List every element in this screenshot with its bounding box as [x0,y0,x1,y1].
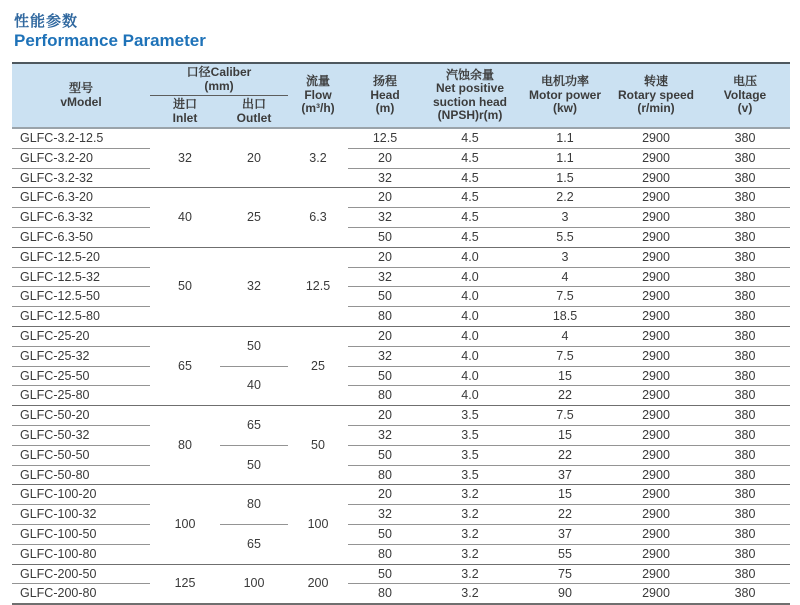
cell-head: 32 [348,505,422,525]
cell-voltage: 380 [700,485,790,505]
cell-power: 37 [518,465,612,485]
cell-npsh: 4.0 [422,326,518,346]
cell-inlet: 80 [150,406,220,485]
col-header-voltage [700,63,790,128]
performance-parameter-table [12,62,790,605]
cell-model: GLFC-100-32 [12,505,150,525]
table-row [12,505,790,525]
cell-model: GLFC-100-50 [12,524,150,544]
col-header-head-zh: 扬程 [372,74,397,89]
col-header-flow-en: Flow [304,87,332,102]
cell-power: 3 [518,208,612,228]
cell-npsh: 3.5 [422,445,518,465]
cell-power: 75 [518,564,612,584]
cell-speed: 2900 [612,445,700,465]
cell-power: 7.5 [518,406,612,426]
col-header-outlet-zh: 出口 [241,97,266,111]
cell-speed: 2900 [612,584,700,604]
cell-speed: 2900 [612,366,700,386]
cell-outlet: 25 [220,188,288,247]
cell-head: 32 [348,208,422,228]
cell-npsh: 4.0 [422,366,518,386]
cell-npsh: 3.2 [422,564,518,584]
col-header-inlet-zh: 进口 [172,97,197,111]
cell-speed: 2900 [612,564,700,584]
cell-voltage: 380 [700,465,790,485]
cell-model: GLFC-50-32 [12,425,150,445]
cell-voltage: 380 [700,188,790,208]
cell-npsh: 3.5 [422,465,518,485]
cell-speed: 2900 [612,267,700,287]
cell-power: 5.5 [518,227,612,247]
col-header-model [12,63,150,128]
col-header-speed-en: Rotary speed [617,87,695,102]
cell-power: 55 [518,544,612,564]
cell-inlet: 32 [150,128,220,188]
cell-outlet: 65 [220,406,288,446]
cell-speed: 2900 [612,307,700,327]
cell-head: 50 [348,287,422,307]
col-header-npsh-en1: Net positive [435,81,504,95]
cell-npsh: 4.0 [422,307,518,327]
table-body [12,128,790,604]
cell-speed: 2900 [612,326,700,346]
cell-npsh: 4.5 [422,168,518,188]
cell-voltage: 380 [700,128,790,148]
cell-speed: 2900 [612,168,700,188]
table-row [12,128,790,148]
cell-voltage: 380 [700,524,790,544]
cell-power: 4 [518,267,612,287]
table-row [12,564,790,584]
cell-model: GLFC-25-20 [12,326,150,346]
cell-outlet: 50 [220,445,288,485]
cell-model: GLFC-12.5-50 [12,287,150,307]
table-row [12,227,790,247]
cell-flow: 50 [288,406,348,485]
page-title-zh: 性能参数 [14,13,79,30]
cell-model: GLFC-25-50 [12,366,150,386]
col-header-caliber-unit: (mm) [204,78,234,93]
cell-npsh: 4.5 [422,208,518,228]
cell-speed: 2900 [612,505,700,525]
cell-voltage: 380 [700,386,790,406]
table-row [12,307,790,327]
table-row [12,584,790,604]
cell-power: 37 [518,524,612,544]
cell-power: 22 [518,445,612,465]
cell-speed: 2900 [612,425,700,445]
cell-head: 32 [348,267,422,287]
cell-flow: 12.5 [288,247,348,326]
col-header-npsh [422,63,518,128]
table-row [12,524,790,544]
cell-flow: 6.3 [288,188,348,247]
table-row [12,208,790,228]
cell-head: 32 [348,346,422,366]
cell-head: 20 [348,247,422,267]
col-header-outlet-en: Outlet [236,110,272,125]
cell-head: 20 [348,188,422,208]
table-row [12,346,790,366]
cell-model: GLFC-6.3-32 [12,208,150,228]
cell-flow: 3.2 [288,128,348,188]
col-header-outlet [220,96,288,129]
cell-outlet: 32 [220,247,288,326]
cell-inlet: 100 [150,485,220,564]
cell-power: 18.5 [518,307,612,327]
col-header-model-en: vModel [60,94,102,109]
cell-voltage: 380 [700,326,790,346]
cell-voltage: 380 [700,544,790,564]
cell-voltage: 380 [700,406,790,426]
cell-voltage: 380 [700,425,790,445]
cell-speed: 2900 [612,128,700,148]
cell-model: GLFC-200-80 [12,584,150,604]
cell-model: GLFC-200-50 [12,564,150,584]
cell-model: GLFC-25-32 [12,346,150,366]
cell-inlet: 65 [150,326,220,405]
cell-npsh: 3.5 [422,425,518,445]
table-row [12,485,790,505]
cell-npsh: 4.5 [422,188,518,208]
col-header-head [348,63,422,128]
cell-npsh: 4.5 [422,227,518,247]
cell-npsh: 3.2 [422,524,518,544]
cell-npsh: 3.5 [422,406,518,426]
col-header-speed-unit: (r/min) [637,101,675,116]
cell-power: 22 [518,386,612,406]
cell-inlet: 125 [150,564,220,604]
cell-speed: 2900 [612,386,700,406]
table-row [12,425,790,445]
cell-power: 1.1 [518,128,612,148]
cell-power: 15 [518,425,612,445]
cell-outlet: 50 [220,326,288,366]
cell-model: GLFC-12.5-32 [12,267,150,287]
cell-npsh: 4.5 [422,148,518,168]
table-header [12,63,790,128]
cell-speed: 2900 [612,406,700,426]
col-header-flow-zh: 流量 [305,74,330,89]
cell-voltage: 380 [700,168,790,188]
cell-npsh: 4.0 [422,386,518,406]
col-header-flow [288,63,348,128]
cell-npsh: 3.2 [422,505,518,525]
col-header-caliber [150,63,288,96]
cell-power: 15 [518,366,612,386]
cell-npsh: 4.0 [422,247,518,267]
cell-outlet: 100 [220,564,288,604]
col-header-inlet [150,96,220,129]
cell-model: GLFC-100-80 [12,544,150,564]
cell-voltage: 380 [700,346,790,366]
table-row [12,168,790,188]
cell-model: GLFC-3.2-20 [12,148,150,168]
cell-model: GLFC-50-80 [12,465,150,485]
cell-voltage: 380 [700,584,790,604]
cell-model: GLFC-3.2-32 [12,168,150,188]
cell-npsh: 3.2 [422,584,518,604]
cell-speed: 2900 [612,346,700,366]
cell-model: GLFC-50-50 [12,445,150,465]
cell-npsh: 3.2 [422,485,518,505]
cell-model: GLFC-25-80 [12,386,150,406]
col-header-power-unit: (kw) [553,101,577,116]
col-header-npsh-zh: 汽蚀余量 [445,67,494,82]
cell-head: 50 [348,445,422,465]
cell-model: GLFC-6.3-50 [12,227,150,247]
cell-head: 20 [348,485,422,505]
cell-speed: 2900 [612,524,700,544]
cell-model: GLFC-12.5-80 [12,307,150,327]
cell-npsh: 3.2 [422,544,518,564]
table-row [12,366,790,386]
cell-head: 20 [348,406,422,426]
cell-model: GLFC-50-20 [12,406,150,426]
cell-power: 15 [518,485,612,505]
col-header-flow-unit: (m³/h) [301,101,335,116]
cell-flow: 100 [288,485,348,564]
cell-speed: 2900 [612,188,700,208]
cell-speed: 2900 [612,287,700,307]
cell-voltage: 380 [700,267,790,287]
cell-voltage: 380 [700,208,790,228]
cell-outlet: 20 [220,128,288,188]
cell-power: 22 [518,505,612,525]
cell-voltage: 380 [700,287,790,307]
table-row [12,465,790,485]
cell-voltage: 380 [700,505,790,525]
col-header-npsh-en2: suction head [432,94,507,109]
cell-npsh: 4.0 [422,267,518,287]
cell-head: 50 [348,366,422,386]
cell-voltage: 380 [700,227,790,247]
table-row [12,188,790,208]
cell-head: 20 [348,148,422,168]
col-header-model-zh: 型号 [68,81,93,95]
table-row [12,326,790,346]
col-header-speed-zh: 转速 [643,74,668,89]
col-header-voltage-zh: 电压 [732,74,757,89]
cell-model: GLFC-12.5-20 [12,247,150,267]
table-row [12,406,790,426]
col-header-head-unit: (m) [375,101,395,116]
cell-power: 7.5 [518,287,612,307]
cell-power: 1.1 [518,148,612,168]
cell-head: 20 [348,326,422,346]
table-row [12,247,790,267]
cell-head: 50 [348,564,422,584]
col-header-inlet-en: Inlet [172,110,198,125]
table-row [12,267,790,287]
col-header-npsh-unit: (NPSH)r(m) [437,108,503,122]
cell-head: 50 [348,227,422,247]
cell-speed: 2900 [612,148,700,168]
col-header-speed [612,63,700,128]
cell-flow: 200 [288,564,348,604]
table-row [12,544,790,564]
cell-head: 80 [348,584,422,604]
col-header-power-en: Motor power [529,87,601,102]
cell-power: 4 [518,326,612,346]
col-header-power-zh: 电机功率 [540,74,589,89]
cell-power: 1.5 [518,168,612,188]
col-header-head-en: Head [370,87,400,102]
cell-power: 7.5 [518,346,612,366]
cell-head: 32 [348,168,422,188]
cell-voltage: 380 [700,148,790,168]
col-header-voltage-en: Voltage [723,87,767,102]
cell-head: 80 [348,307,422,327]
cell-speed: 2900 [612,465,700,485]
cell-model: GLFC-6.3-20 [12,188,150,208]
cell-head: 32 [348,425,422,445]
col-header-voltage-unit: (v) [737,101,753,116]
cell-speed: 2900 [612,544,700,564]
table-row [12,386,790,406]
cell-outlet: 40 [220,366,288,406]
cell-head: 80 [348,544,422,564]
cell-voltage: 380 [700,445,790,465]
cell-outlet: 65 [220,524,288,564]
page-title-en: Performance Parameter [14,31,206,50]
cell-inlet: 40 [150,188,220,247]
cell-head: 12.5 [348,128,422,148]
cell-head: 50 [348,524,422,544]
cell-voltage: 380 [700,564,790,584]
cell-npsh: 4.5 [422,128,518,148]
cell-voltage: 380 [700,247,790,267]
cell-power: 2.2 [518,188,612,208]
cell-outlet: 80 [220,485,288,525]
cell-voltage: 380 [700,307,790,327]
cell-npsh: 4.0 [422,287,518,307]
col-header-power [518,63,612,128]
table-row [12,148,790,168]
cell-model: GLFC-3.2-12.5 [12,128,150,148]
cell-head: 80 [348,465,422,485]
cell-speed: 2900 [612,247,700,267]
cell-npsh: 4.0 [422,346,518,366]
cell-flow: 25 [288,326,348,405]
cell-voltage: 380 [700,366,790,386]
cell-inlet: 50 [150,247,220,326]
cell-power: 3 [518,247,612,267]
cell-speed: 2900 [612,485,700,505]
cell-speed: 2900 [612,208,700,228]
cell-model: GLFC-100-20 [12,485,150,505]
table-row [12,445,790,465]
cell-head: 80 [348,386,422,406]
table-row [12,287,790,307]
cell-speed: 2900 [612,227,700,247]
cell-power: 90 [518,584,612,604]
col-header-caliber-zh: 口径Caliber [186,65,252,79]
